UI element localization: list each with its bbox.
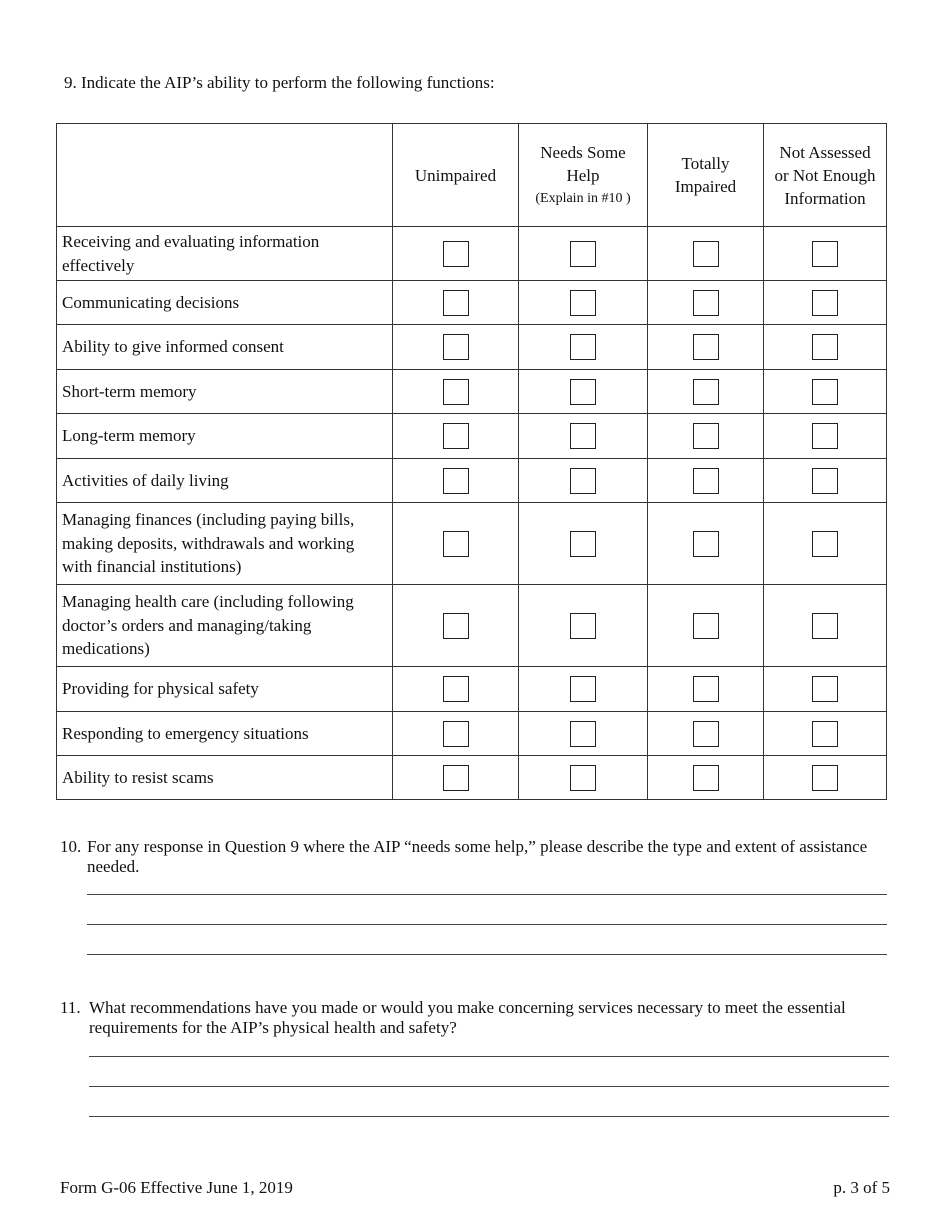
table-row — [57, 325, 887, 370]
checkbox-needs-some-help[interactable] — [570, 423, 596, 449]
checkbox-not-assessed[interactable] — [812, 613, 838, 639]
checkbox-unimpaired[interactable] — [443, 290, 469, 316]
checkbox-totally-impaired[interactable] — [693, 531, 719, 557]
question-11-number: 11. — [60, 998, 81, 1017]
functions-table — [56, 123, 887, 800]
checkbox-not-assessed[interactable] — [812, 379, 838, 405]
checkbox-unimpaired[interactable] — [443, 765, 469, 791]
checkbox-totally-impaired[interactable] — [693, 379, 719, 405]
header-needs-help-line1: Needs Some — [540, 142, 626, 162]
q11-answer-line-1[interactable] — [89, 1056, 889, 1057]
table-row — [57, 756, 887, 800]
header-not-assessed-line2: or Not Enough — [774, 165, 876, 185]
header-totally-impaired — [648, 124, 764, 227]
checkbox-totally-impaired[interactable] — [693, 423, 719, 449]
q10-answer-line-2[interactable] — [87, 924, 887, 925]
question-10 — [60, 837, 890, 881]
header-needs-help-note: (Explain in #10 ) — [535, 190, 631, 206]
checkbox-unimpaired[interactable] — [443, 468, 469, 494]
checkbox-totally-impaired[interactable] — [693, 765, 719, 791]
header-needs-help-line2: Help — [566, 165, 600, 185]
checkbox-not-assessed[interactable] — [812, 721, 838, 747]
table-row — [57, 370, 887, 414]
question-10-number: 10. — [60, 837, 82, 856]
checkbox-totally-impaired[interactable] — [693, 290, 719, 316]
checkbox-not-assessed[interactable] — [812, 531, 838, 557]
table-header-row — [57, 124, 887, 227]
function-label: Managing finances (including paying bills, making deposits, withdrawals and working with financial institutions) — [57, 503, 393, 585]
table-row — [57, 227, 887, 281]
checkbox-needs-some-help[interactable] — [570, 290, 596, 316]
checkbox-totally-impaired[interactable] — [693, 613, 719, 639]
checkbox-unimpaired[interactable] — [443, 676, 469, 702]
header-not-assessed-line1: Not Assessed — [779, 142, 871, 162]
table-row — [57, 414, 887, 459]
checkbox-unimpaired[interactable] — [443, 334, 469, 360]
checkbox-not-assessed[interactable] — [812, 423, 838, 449]
question-11-text: What recommendations have you made or would you make concerning services necessary to meet the essential requirements for the AIP’s physical health and safety? — [89, 998, 846, 1037]
function-label: Long-term memory — [57, 414, 393, 459]
function-label: Ability to resist scams — [57, 756, 393, 800]
header-function — [57, 124, 393, 227]
function-label: Activities of daily living — [57, 459, 393, 503]
question-11 — [60, 998, 890, 1042]
checkbox-not-assessed[interactable] — [812, 241, 838, 267]
header-not-assessed-line3: Information — [784, 188, 866, 208]
q10-answer-line-3[interactable] — [87, 954, 887, 955]
checkbox-needs-some-help[interactable] — [570, 765, 596, 791]
function-label: Providing for physical safety — [57, 667, 393, 712]
checkbox-unimpaired[interactable] — [443, 613, 469, 639]
checkbox-not-assessed[interactable] — [812, 676, 838, 702]
question-9-prompt: 9. Indicate the AIP’s ability to perform the following functions: — [64, 73, 495, 92]
checkbox-unimpaired[interactable] — [443, 241, 469, 267]
header-not-assessed — [764, 124, 887, 227]
checkbox-needs-some-help[interactable] — [570, 721, 596, 747]
checkbox-not-assessed[interactable] — [812, 334, 838, 360]
checkbox-unimpaired[interactable] — [443, 423, 469, 449]
table-row — [57, 585, 887, 667]
header-needs-some-help — [519, 124, 648, 227]
checkbox-not-assessed[interactable] — [812, 765, 838, 791]
checkbox-needs-some-help[interactable] — [570, 468, 596, 494]
checkbox-not-assessed[interactable] — [812, 290, 838, 316]
q10-answer-line-1[interactable] — [87, 894, 887, 895]
table-row — [57, 281, 887, 325]
checkbox-needs-some-help[interactable] — [570, 531, 596, 557]
checkbox-needs-some-help[interactable] — [570, 613, 596, 639]
q11-answer-line-2[interactable] — [89, 1086, 889, 1087]
function-label: Receiving and evaluating information effectively — [57, 227, 393, 281]
table-row — [57, 459, 887, 503]
checkbox-unimpaired[interactable] — [443, 379, 469, 405]
question-10-text: For any response in Question 9 where the AIP “needs some help,” please describe the type and extent of assistance needed. — [87, 837, 868, 876]
q11-answer-line-3[interactable] — [89, 1116, 889, 1117]
page-number: p. 3 of 5 — [833, 1178, 890, 1197]
table-row — [57, 503, 887, 585]
form-id: Form G-06 Effective June 1, 2019 — [60, 1178, 293, 1197]
checkbox-totally-impaired[interactable] — [693, 676, 719, 702]
function-label: Ability to give informed consent — [57, 325, 393, 370]
checkbox-totally-impaired[interactable] — [693, 334, 719, 360]
checkbox-totally-impaired[interactable] — [693, 241, 719, 267]
header-unimpaired-label: Unimpaired — [414, 165, 497, 185]
checkbox-needs-some-help[interactable] — [570, 676, 596, 702]
checkbox-unimpaired[interactable] — [443, 531, 469, 557]
function-label: Responding to emergency situations — [57, 712, 393, 756]
checkbox-needs-some-help[interactable] — [570, 241, 596, 267]
checkbox-needs-some-help[interactable] — [570, 379, 596, 405]
checkbox-totally-impaired[interactable] — [693, 468, 719, 494]
header-unimpaired — [393, 124, 519, 227]
header-totally-line2: Impaired — [674, 177, 737, 196]
checkbox-not-assessed[interactable] — [812, 468, 838, 494]
function-label: Managing health care (including following doctor’s orders and managing/taking medications) — [57, 585, 393, 667]
header-totally-line1: Totally — [681, 154, 730, 173]
checkbox-needs-some-help[interactable] — [570, 334, 596, 360]
checkbox-unimpaired[interactable] — [443, 721, 469, 747]
table-row — [57, 712, 887, 756]
checkbox-totally-impaired[interactable] — [693, 721, 719, 747]
table-row — [57, 667, 887, 712]
function-label: Short-term memory — [57, 370, 393, 414]
function-label: Communicating decisions — [57, 281, 393, 325]
